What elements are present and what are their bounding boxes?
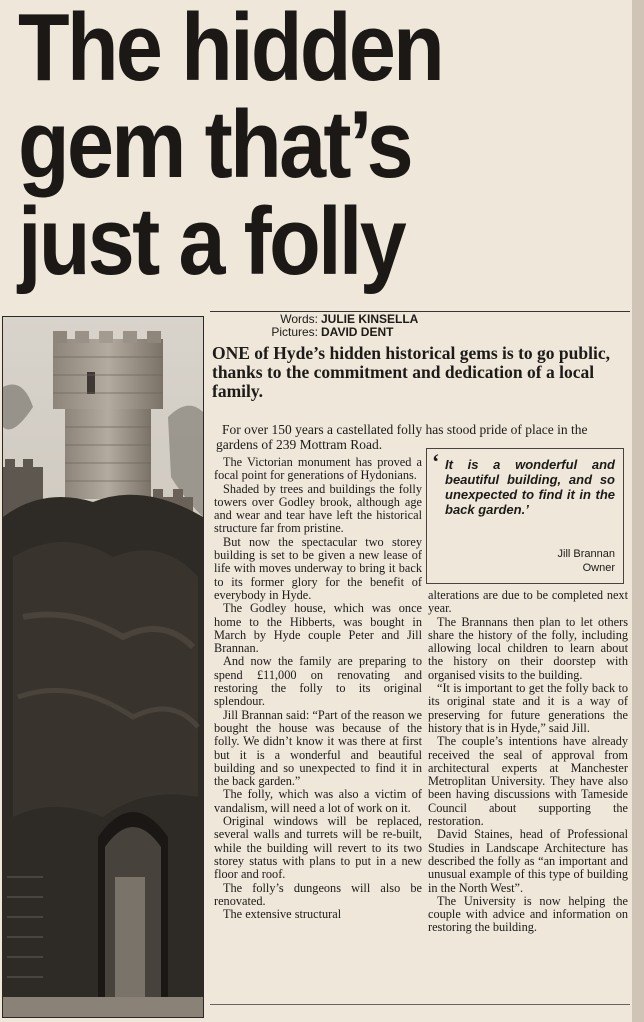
adjacent-page-edge — [632, 0, 644, 1022]
paragraph: The extensive structural — [223, 907, 342, 922]
paragraph: The folly, which was also a victim of vandalism, will need a lot of work on it. — [214, 787, 422, 815]
quote-name: Jill Brannan — [557, 548, 615, 560]
pull-quote-text: It is a wonderful and beautiful building, and so unexpected to find it in the back garden.’ — [445, 457, 615, 517]
paragraph: Original windows will be replaced, several walls and turrets will be re-built, while the building will revert to its two storey status with plans to put in a new floor and roof. — [214, 814, 422, 882]
article-column-1 — [214, 456, 422, 921]
words-author: JULIE KINSELLA — [321, 312, 419, 326]
byline — [214, 313, 629, 339]
headline — [18, 0, 555, 295]
pull-quote-attribution — [558, 547, 615, 575]
quote-mark: ‘ — [432, 449, 440, 474]
paragraph: But now the spectacular two storey building is set to be given a new lease of life with moves underway to bring it back to its former glory for the benefit of everybody in Hyde. — [214, 534, 422, 602]
intro-paragraph: ONE of Hyde’s hidden historical gems is to go public, thanks to the commitment and dedication of a local family. — [212, 343, 610, 401]
paragraph: Jill Brannan said: “Part of the reason we bought the house was because of the folly. We didn’t know it was there at first but it is a wonderful and beautiful building and so unexpected to find it in the back garden.” — [214, 707, 422, 789]
pull-quote-box — [426, 448, 624, 584]
folly-photo — [2, 316, 204, 1018]
credits-rule — [210, 311, 630, 312]
headline-line-1: The hidden — [18, 0, 443, 101]
paragraph: The folly’s dungeons will also be renovated. — [214, 880, 422, 908]
paragraph: Shaded by trees and buildings the folly towers over Godley brook, although age and wear and tear have left the historical structure far from pristine. — [214, 481, 422, 536]
words-label: Words: — [280, 312, 318, 326]
paragraph: “It is important to get the folly back to its original state and it is a way of preserving for future generations the history that is in Hyde,” said Jill. — [428, 681, 628, 735]
paragraph: The Godley house, which was once home to the Hibberts, was bought in March by Hyde couple Peter and Jill Brannan. — [214, 601, 422, 656]
paragraph: The couple’s intentions have already received the seal of approval from architectural experts at Manchester Metroplitan University. They have also been having discussions with Tameside Council about supporting the restoration. — [428, 734, 628, 829]
pictures-author: DAVID DENT — [321, 325, 394, 339]
bottom-rule — [210, 1004, 630, 1005]
headline-line-3: just a folly — [18, 188, 405, 295]
paragraph: The Brannans then plan to let others share the history of the folly, including allowing local children to learn about the history on their doorstep with organised visits to the building. — [428, 614, 628, 682]
headline-line-2: gem that’s — [18, 91, 411, 198]
paragraph: David Staines, head of Professional Studies in Landscape Architecture has described the folly as “an important and unusual example of this type of building in the North West”. — [428, 827, 628, 895]
lead-paragraph: For over 150 years a castellated folly has stood pride of place in the gardens of 239 Mottram Road. — [216, 422, 588, 452]
pictures-label: Pictures: — [271, 325, 318, 339]
paragraph: The University is now helping the couple with advice and information on restoring the building. — [428, 893, 628, 935]
paragraph: And now the family are preparing to spend £11,000 on renovating and restoring the folly to its original splendour. — [214, 654, 422, 709]
paragraph: alterations are due to be completed next year. — [428, 588, 628, 616]
paragraph: The Victorian monument has proved a focal point for generations of Hydonians. — [214, 455, 422, 483]
article-column-2 — [428, 589, 628, 935]
quote-role: Owner — [582, 562, 615, 574]
